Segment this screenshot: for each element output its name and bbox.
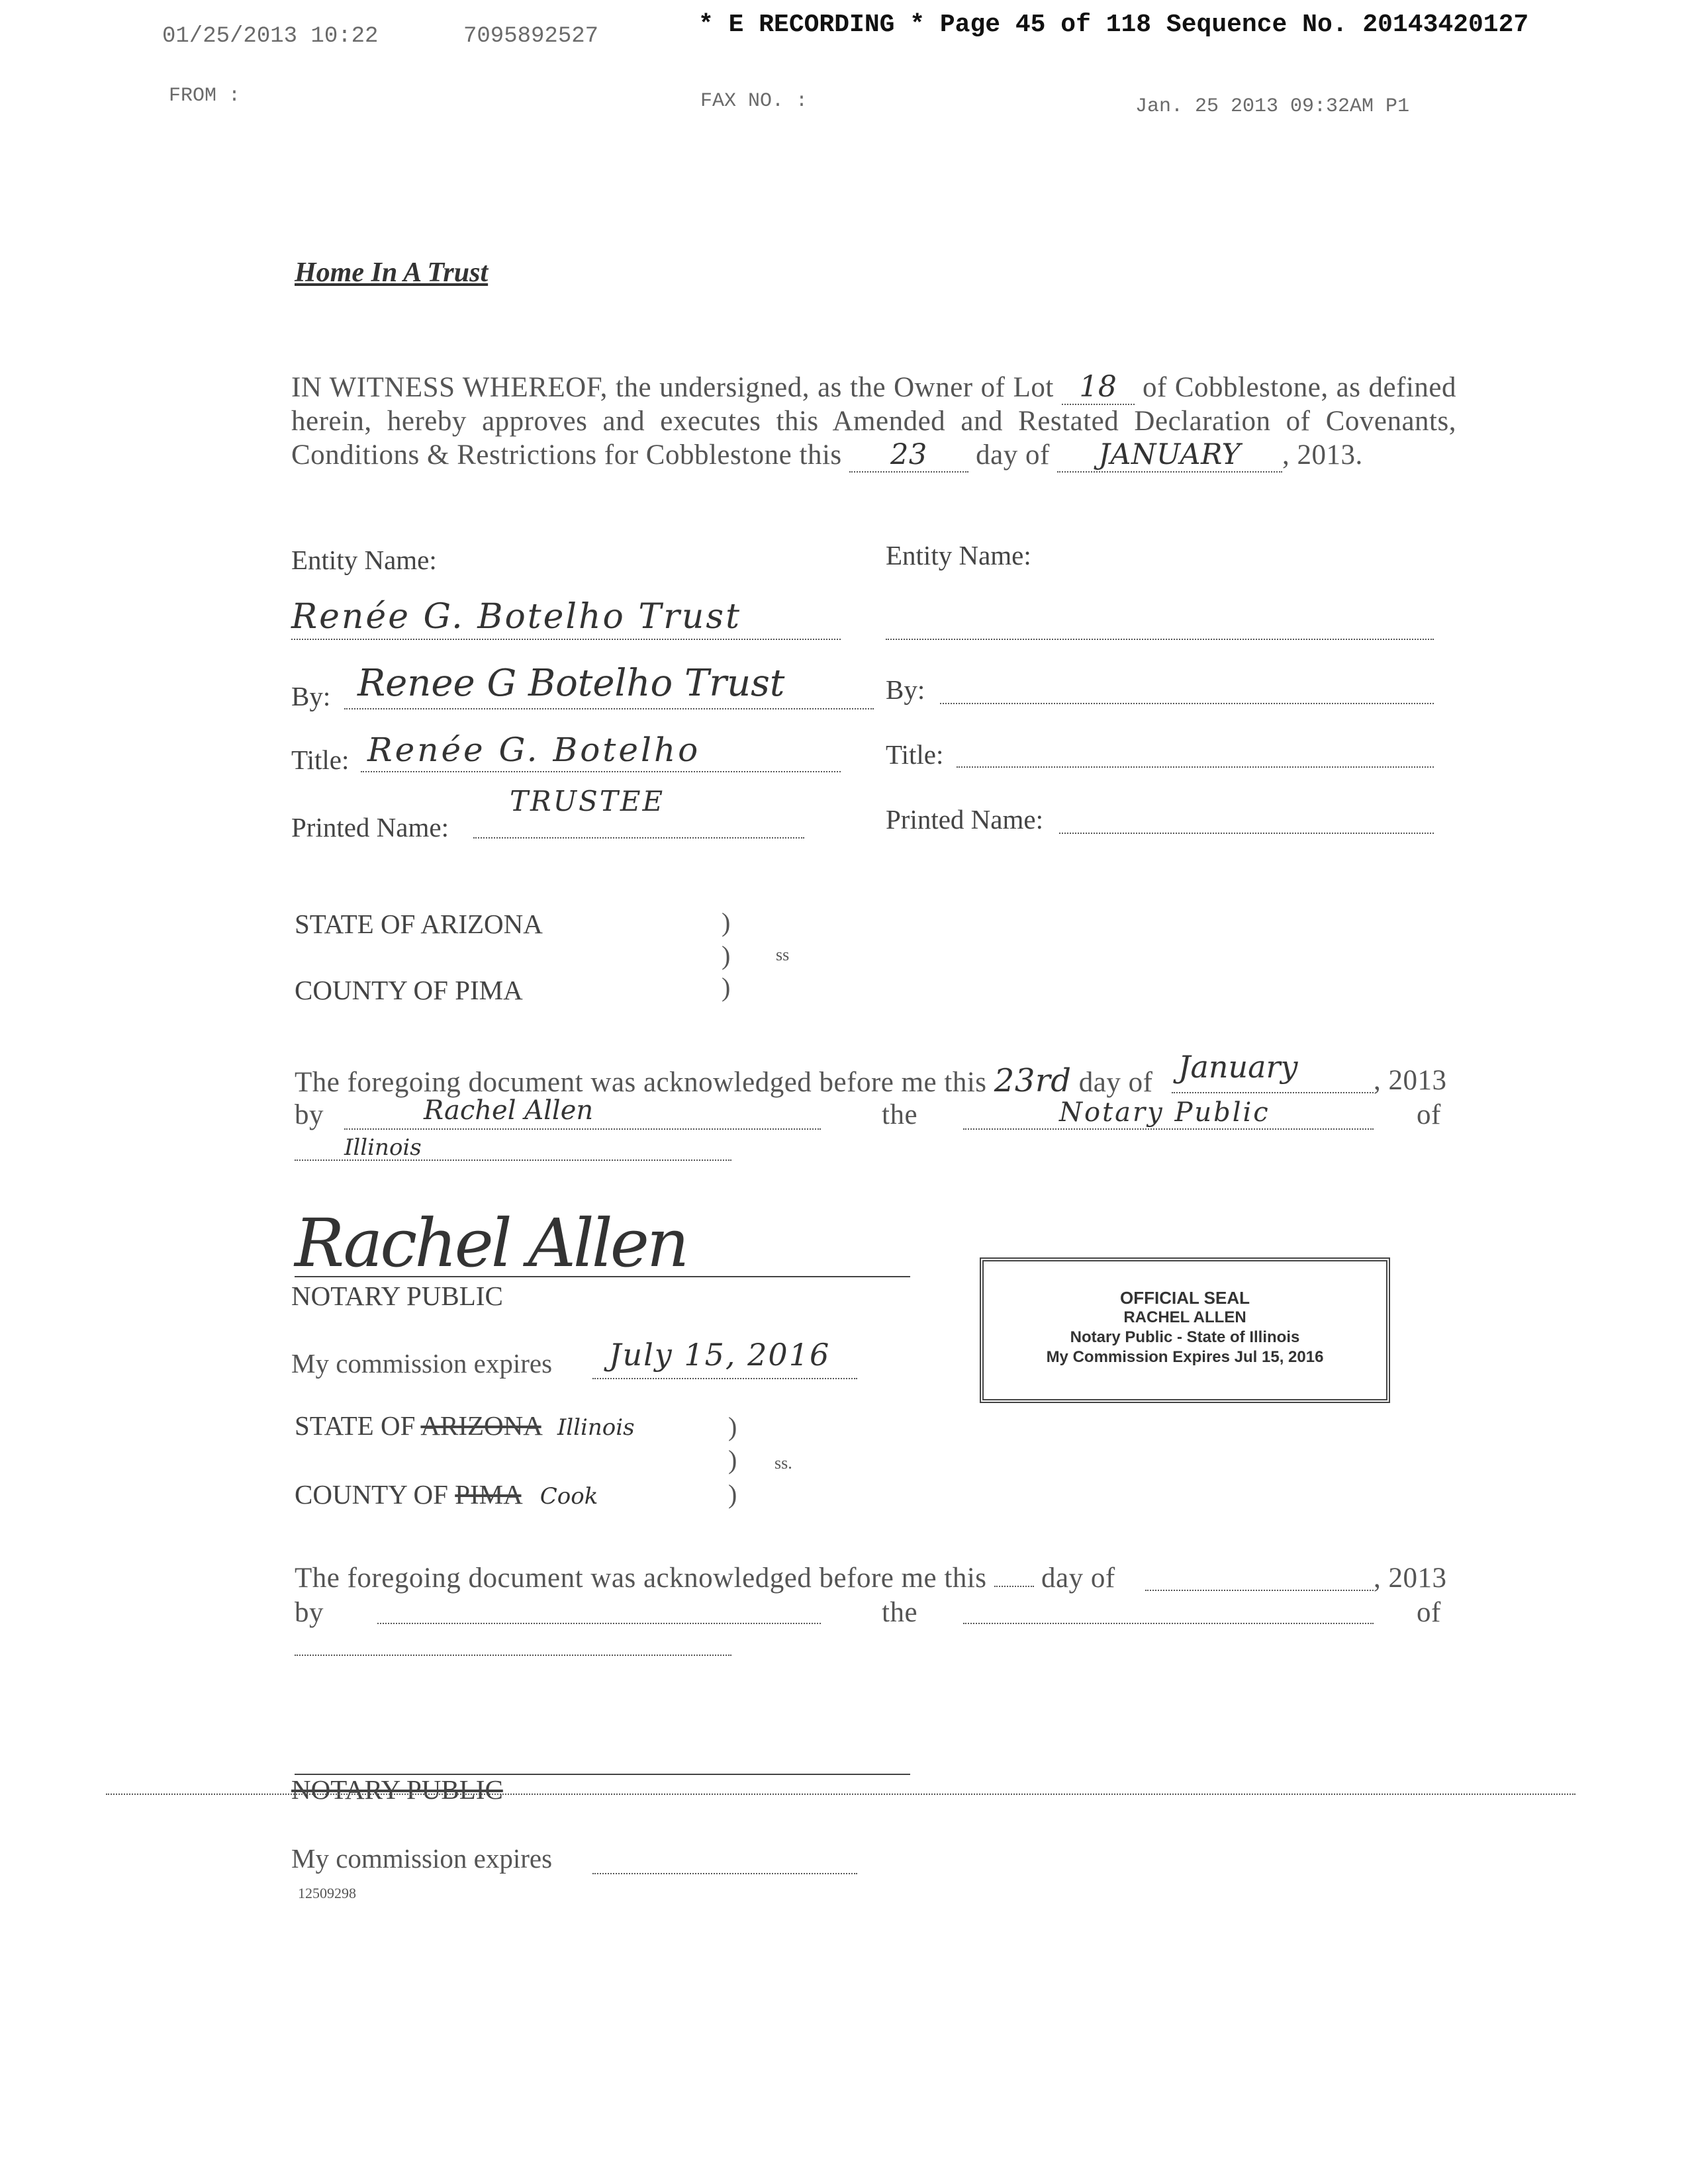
notary1-signature-line (295, 1276, 910, 1277)
seal-line-4: My Commission Expires Jul 15, 2016 (1046, 1348, 1324, 1366)
venue1-county: COUNTY OF PIMA (295, 975, 523, 1005)
right-entity-line (886, 639, 1434, 640)
official-seal-stamp (980, 1257, 1390, 1403)
ack2-by-line (377, 1623, 821, 1624)
notary2-commission-label: My commission expires (291, 1843, 553, 1874)
venue2-state-prefix: STATE OF (295, 1410, 416, 1441)
left-by-signature: Renee G Botelho Trust (357, 662, 785, 705)
ack1-text-2: day of (1078, 1067, 1153, 1098)
ack2-month-line (1145, 1590, 1374, 1591)
ack1-of-label: of (1417, 1099, 1441, 1130)
witness-lot-number: 18 (1062, 371, 1135, 405)
notary1-signature: Rachel Allen (295, 1205, 687, 1282)
left-title-value: Renée G. Botelho (367, 731, 701, 769)
fax-no-label: FAX NO. : (700, 90, 808, 113)
witness-text-1: IN WITNESS WHEREOF, the undersigned, as the Owner of Lot (291, 372, 1054, 403)
ack1-month-line (1172, 1092, 1374, 1093)
witness-day: 23 (849, 438, 968, 473)
right-title-line (957, 766, 1434, 768)
witness-paragraph: IN WITNESS WHEREOF, the undersigned, as the Owner of Lot 18 of Cobblestone, as defined herein, hereby approves and executes this Amended and Restated Declaration of Covenants, Conditions & Restrictions for Cobblestone this 23 day of JANUARY , 2013. (291, 370, 1456, 471)
venue1-ss: ss (776, 945, 790, 964)
venue2-county-struck: PIMA (455, 1479, 522, 1510)
ack1-year: , 2013 (1374, 1065, 1447, 1096)
ack2-line-1 (295, 1562, 1115, 1595)
section-title: Home In A Trust (295, 257, 489, 288)
ack1-by-label: by (295, 1099, 324, 1130)
ack1-by-value: Rachel Allen (424, 1095, 594, 1126)
ack1-day: 23rd (994, 1062, 1072, 1099)
left-entity-line (291, 639, 841, 640)
fax-received-stamp: Jan. 25 2013 09:32AM P1 (1135, 95, 1410, 118)
ack1-the-label: the (882, 1099, 918, 1130)
venue2-county-prefix: COUNTY OF (295, 1479, 448, 1510)
ack1-line-1 (295, 1064, 1152, 1099)
notary2-commission-line (592, 1873, 857, 1874)
left-title-label: Title: (291, 745, 350, 775)
notary2-label: NOTARY PUBLIC (291, 1774, 503, 1805)
witness-month: JANUARY (1057, 438, 1282, 473)
venue1-state: STATE OF ARIZONA (295, 909, 543, 939)
notary1-commission-value: July 15, 2016 (609, 1337, 831, 1373)
right-by-line (940, 703, 1434, 704)
venue2-paren-3: ) (728, 1479, 737, 1509)
witness-text-3: day of (976, 439, 1050, 471)
left-by-label: By: (291, 681, 331, 711)
left-title-line (361, 771, 841, 772)
right-entity-label: Entity Name: (886, 540, 1031, 570)
venue1-paren-1: ) (722, 907, 731, 937)
right-printed-label: Printed Name: (886, 804, 1043, 835)
ack1-text-1: The foregoing document was acknowledged before me this (295, 1067, 987, 1098)
notary1-commission-label: My commission expires (291, 1348, 553, 1379)
left-printed-value: TRUSTEE (510, 785, 665, 817)
left-printed-line (473, 837, 804, 839)
left-printed-label: Printed Name: (291, 812, 449, 842)
venue2-paren-2: ) (728, 1445, 737, 1475)
ack2-text-1: The foregoing document was acknowledged before me this (295, 1563, 987, 1594)
left-entity-value: Renée G. Botelho Trust (291, 597, 741, 637)
venue2-paren-1: ) (728, 1412, 737, 1441)
ack2-text-2: day of (1041, 1563, 1115, 1594)
ack1-of-line (295, 1160, 731, 1161)
ack1-capacity-line (963, 1128, 1374, 1130)
ack1-capacity: Notary Public (1059, 1097, 1270, 1128)
left-entity-label: Entity Name: (291, 545, 437, 575)
venue1-paren-2: ) (722, 940, 731, 970)
venue2-state-struck: ARIZONA (420, 1410, 541, 1441)
notary1-label: NOTARY PUBLIC (291, 1281, 503, 1311)
venue2-ss: ss. (774, 1453, 792, 1473)
witness-text-2: of Cobblestone, as defined herein, hereby approves and executes this Amended and Restated Declaration of Covenants, Conditions & Restrictions for Cobblestone this (291, 372, 1456, 471)
venue2-county (295, 1479, 598, 1510)
ack1-of-value: Illinois (344, 1134, 422, 1161)
ack2-year: , 2013 (1374, 1563, 1447, 1594)
recording-banner: * E RECORDING * Page 45 of 118 Sequence No. 20143420127 (698, 11, 1529, 39)
seal-line-1: OFFICIAL SEAL (1120, 1288, 1250, 1308)
document-id: 12509298 (298, 1885, 356, 1901)
right-printed-line (1059, 833, 1434, 834)
ack2-of-label: of (1417, 1597, 1441, 1628)
ack1-by-line (344, 1128, 821, 1130)
venue2-county-hand: Cook (539, 1483, 598, 1510)
left-by-line (344, 708, 874, 709)
venue1-paren-3: ) (722, 972, 731, 1002)
fax-datetime: 01/25/2013 10:22 (162, 24, 379, 49)
notary1-commission-line (592, 1378, 857, 1379)
ack2-the-label: the (882, 1597, 918, 1628)
venue2-state (295, 1410, 635, 1441)
venue2-state-hand: Illinois (557, 1414, 635, 1441)
fax-from-label: FROM : (169, 85, 241, 107)
ack2-by-label: by (295, 1597, 324, 1628)
seal-line-3: Notary Public - State of Illinois (1070, 1328, 1300, 1346)
ack1-month: January (1178, 1049, 1298, 1085)
ack2-day-blank (994, 1586, 1034, 1587)
fax-number: 7095892527 (463, 24, 599, 49)
ack2-capacity-line (963, 1623, 1374, 1624)
seal-line-2: RACHEL ALLEN (1123, 1308, 1246, 1326)
page-fax-streak-line (106, 1794, 1575, 1795)
ack2-of-line (295, 1655, 731, 1656)
right-by-label: By: (886, 674, 925, 705)
witness-year: 2013. (1297, 439, 1363, 471)
right-title-label: Title: (886, 739, 944, 770)
